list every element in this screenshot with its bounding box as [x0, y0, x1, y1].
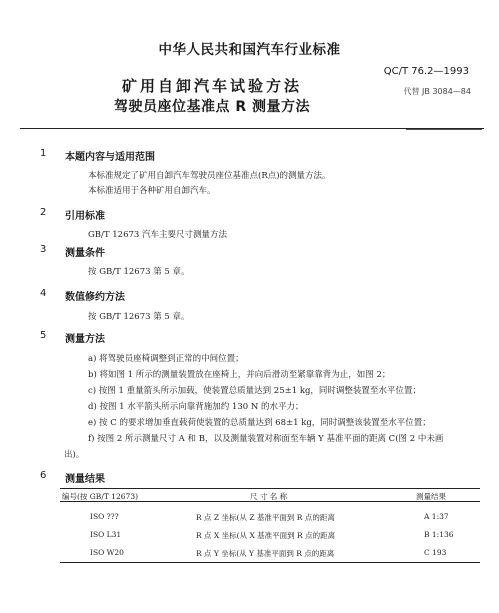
paragraph: 本标准适用于各种矿用自卸汽车。 — [88, 186, 216, 196]
section-number: 5 — [40, 330, 47, 341]
section-number: 1 — [40, 148, 47, 159]
table-cell-result: A 1:37 — [424, 512, 449, 521]
section-title: 测量方法 — [65, 334, 105, 345]
paragraph: 按 GB/T 12673 第 5 章。 — [88, 267, 190, 277]
paragraph: d) 按图 1 水平箭头所示向靠背施加约 130 N 的水平力； — [88, 402, 304, 412]
section-number: 6 — [40, 470, 47, 481]
section-number: 3 — [40, 244, 47, 255]
table-header-result: 测量结果 — [416, 492, 446, 501]
section-title: 数值修约方法 — [65, 292, 125, 303]
replaced-standard: 代替 JB 3084—84 — [403, 87, 471, 96]
document-title: 矿用自卸汽车试验方法 — [121, 77, 302, 95]
table-cell-name: R 点 Y 坐标(从 Y 基准平面到 R 点的距离 — [196, 549, 335, 558]
section-title: 测量条件 — [65, 248, 105, 259]
section-title: 测量结果 — [65, 474, 105, 485]
paragraph: e) 按 C 的要求增加垂直载荷使装置的总质量达到 68±1 kg，同时调整该装置至水平位置； — [88, 418, 431, 428]
standard-category-heading: 中华人民共和国汽车行业标准 — [158, 42, 341, 58]
table-cell-name: R 点 X 坐标(从 X 基准平面到 R 点的距离 — [196, 531, 336, 540]
table-cell-code: ISO ??? — [90, 512, 119, 521]
table-header-name: 尺 寸 名 称 — [250, 492, 288, 501]
paragraph: 本标准规定了矿用自卸汽车驾驶员座位基准点(R点)的测量方法。 — [88, 171, 331, 181]
table-rule-bottom — [60, 562, 480, 563]
header-rule-short — [406, 129, 482, 130]
table-rule-top — [60, 488, 480, 489]
paragraph: 出)。 — [64, 450, 85, 460]
section-title: 引用标准 — [65, 211, 105, 222]
section-number: 4 — [40, 288, 47, 299]
table-cell-result: B 1:136 — [424, 530, 454, 539]
table-cell-name: R 点 Z 坐标(从 Z 基准平面到 R 点的距离 — [196, 513, 335, 522]
paragraph: b) 将如图 1 所示的测量装置放在座椅上，并向后滑动至紧靠靠背为止，如图 2； — [88, 370, 391, 380]
paragraph: GB/T 12673 汽车主要尺寸测量方法 — [88, 230, 228, 240]
paragraph: f) 按图 2 所示测量尺寸 A 和 B，以及测量装置对称面至车辆 Y 基准平面的距离 C(图 2 中未画 — [88, 434, 444, 444]
paragraph: a) 将驾驶员座椅调整到正常的中间位置； — [88, 354, 244, 364]
table-cell-code: ISO W20 — [90, 548, 124, 557]
standard-code: QC/T 76.2—1993 — [383, 66, 469, 77]
table-cell-result: C 193 — [424, 548, 447, 557]
paragraph: c) 按图 1 重量箭头所示加载，使装置总质量达到 25±1 kg，同时调整装置至水平位置； — [88, 386, 421, 396]
document-subtitle: 驾驶员座位基准点 R 测量方法 — [113, 99, 311, 115]
paragraph: 按 GB/T 12673 第 5 章。 — [88, 312, 190, 322]
section-number: 2 — [40, 207, 47, 218]
table-header-code: 编号(按 GB/T 12673) — [62, 492, 139, 501]
table-cell-code: ISO L31 — [90, 530, 122, 539]
section-title: 本题内容与适用范围 — [65, 152, 155, 163]
